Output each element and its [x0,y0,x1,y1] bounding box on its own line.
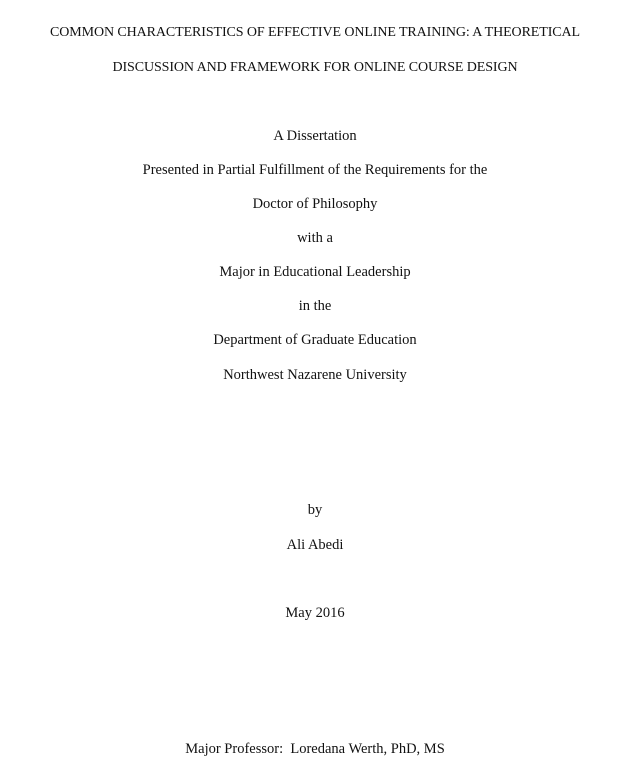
university-text: Northwest Nazarene University [223,367,407,383]
title-line-1: COMMON CHARACTERISTICS OF EFFECTIVE ONLINE TRAINING: A THEORETICAL [50,25,580,40]
author-name: Ali Abedi [286,537,344,553]
title-line-2: DISCUSSION AND FRAMEWORK FOR ONLINE COURSE DESIGN [112,60,518,75]
department-text: Department of Graduate Education [213,332,417,348]
with-a-text: with a [297,230,333,246]
submission-date: May 2016 [285,605,345,621]
fulfillment-statement: Presented in Partial Fulfillment of the Requirements for the [142,162,488,178]
major-professor: Major Professor: Loredana Werth, PhD, MS [185,741,445,757]
in-the-text: in the [298,298,332,314]
by-label: by [307,502,323,518]
degree-name: Doctor of Philosophy [252,196,378,212]
major-text: Major in Educational Leadership [219,264,411,280]
document-type: A Dissertation [273,128,357,144]
